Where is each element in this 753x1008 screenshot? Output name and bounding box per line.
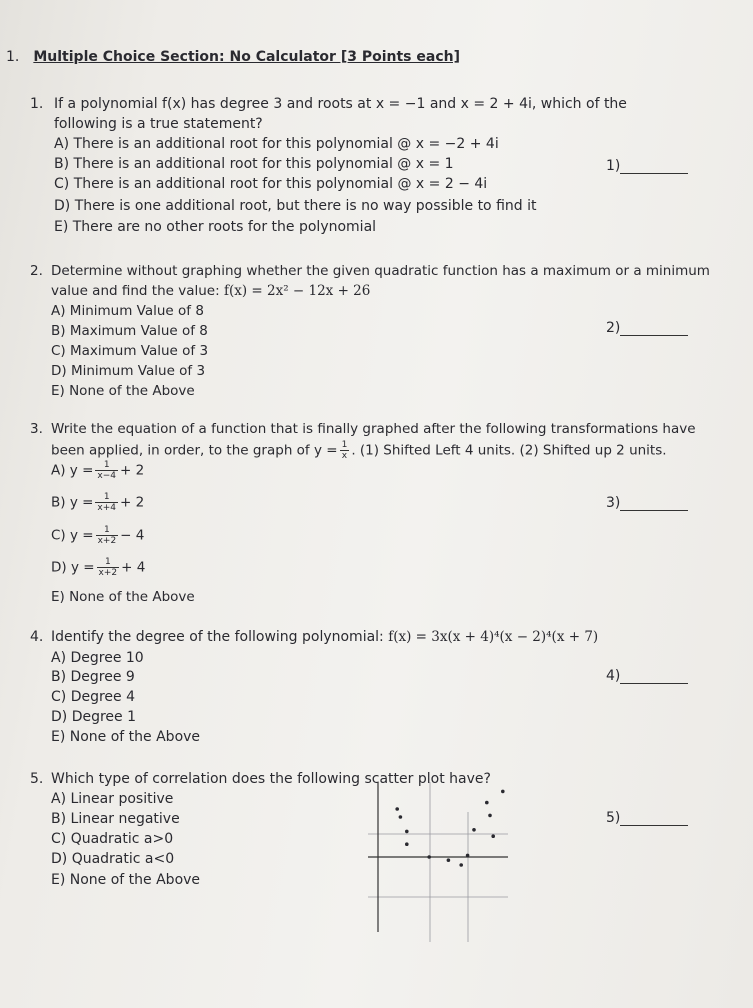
- q1-option-c[interactable]: C) There is an additional root for this polynomial @ x = 2 − 4i: [54, 176, 488, 192]
- q5-answer-label: 5): [606, 810, 621, 826]
- plot-axes: [368, 782, 508, 932]
- scatter-point-10: [427, 855, 431, 859]
- q3-option-b[interactable]: [51, 492, 144, 513]
- q3-stem-fraction: [340, 440, 350, 461]
- section-title: Multiple Choice Section: No Calculator [3 Points each]: [33, 49, 460, 65]
- q3-option-c[interactable]: [51, 525, 144, 546]
- q2-answer-label: 2): [606, 320, 621, 336]
- q3-option-b-num: 1: [95, 492, 118, 503]
- q1-number: 1.: [30, 96, 44, 112]
- q2-number: 2.: [30, 263, 43, 279]
- q3-option-c-num: 1: [96, 525, 119, 536]
- scatter-point-1: [501, 790, 505, 794]
- q2-option-b[interactable]: B) Maximum Value of 8: [51, 323, 208, 339]
- q3-stem-line2: [51, 440, 667, 461]
- section-header: [6, 48, 460, 66]
- plot-grid: [368, 782, 508, 942]
- q4-stem-text: Identify the degree of the following polynomial:: [51, 629, 384, 645]
- q3-stem-frac-num: 1: [341, 440, 348, 450]
- q3-option-d[interactable]: [51, 557, 145, 578]
- q3-option-b-fraction: [95, 492, 118, 513]
- scatter-point-12: [459, 863, 463, 867]
- q3-option-a[interactable]: [51, 460, 144, 481]
- q3-option-b-rest: + 2: [120, 494, 145, 511]
- q3-option-a-label: A) y =: [51, 462, 94, 479]
- q3-option-a-num: 1: [95, 460, 118, 471]
- q3-option-b-den: x+4: [97, 503, 117, 513]
- q4-answer-label: 4): [606, 668, 621, 684]
- q2-option-c[interactable]: C) Maximum Value of 3: [51, 343, 209, 359]
- q3-option-c-label: C) y =: [51, 527, 94, 544]
- scatter-plot: [368, 782, 508, 942]
- q1-answer-blank[interactable]: [606, 158, 688, 174]
- q3-stem-text-b: . (1) Shifted Left 4 units. (2) Shifted up 2 units.: [351, 442, 667, 459]
- scatter-point-5: [399, 815, 403, 819]
- q1-option-e[interactable]: E) There are no other roots for the polynomial: [54, 219, 377, 235]
- scatter-point-8: [491, 834, 495, 838]
- q3-option-d-fraction: [97, 557, 120, 578]
- scatter-point-4: [395, 807, 399, 811]
- q1-option-b[interactable]: B) There is an additional root for this polynomial @ x = 1: [54, 156, 454, 172]
- q2-option-e[interactable]: E) None of the Above: [51, 383, 195, 399]
- q3-number: 3.: [30, 421, 43, 437]
- section-number: 1.: [6, 49, 20, 65]
- q5-option-d[interactable]: D) Quadratic a<0: [51, 851, 175, 867]
- q3-option-d-rest: + 4: [121, 559, 146, 576]
- q3-option-a-den: x−4: [97, 471, 116, 481]
- q2-option-d[interactable]: D) Minimum Value of 3: [51, 363, 206, 379]
- q3-option-a-fraction: [95, 460, 118, 481]
- q4-number: 4.: [30, 629, 44, 645]
- q5-answer-blank[interactable]: [606, 810, 688, 826]
- q2-function: f(x) = 2x² − 12x + 26: [223, 283, 371, 299]
- q3-option-d-den: x+2: [98, 568, 118, 578]
- q3-option-e[interactable]: E) None of the Above: [51, 589, 195, 605]
- q5-option-a[interactable]: A) Linear positive: [51, 791, 174, 807]
- scatter-point-3: [488, 814, 492, 818]
- q3-stem-text-a: been applied, in order, to the graph of y =: [51, 442, 338, 459]
- q3-option-c-fraction: [96, 525, 119, 546]
- scatter-points: [395, 790, 504, 867]
- q5-option-e[interactable]: E) None of the Above: [51, 872, 201, 888]
- q1-answer-label: 1): [606, 158, 621, 174]
- q3-option-b-label: B) y =: [51, 494, 94, 511]
- scatter-point-13: [466, 854, 470, 858]
- q5-option-c[interactable]: C) Quadratic a>0: [51, 831, 174, 847]
- q1-stem-line2: following is a true statement?: [54, 116, 263, 132]
- q5-stem: Which type of correlation does the following scatter plot have?: [51, 771, 491, 787]
- q5-number: 5.: [30, 771, 44, 787]
- q4-option-a[interactable]: A) Degree 10: [51, 650, 144, 666]
- q1-option-d[interactable]: D) There is one additional root, but there is no way possible to find it: [54, 198, 537, 214]
- q4-answer-blank[interactable]: [606, 668, 688, 684]
- q1-option-a[interactable]: A) There is an additional root for this polynomial @ x = −2 + 4i: [54, 136, 499, 152]
- q3-option-c-rest: − 4: [120, 527, 145, 544]
- q3-stem-line1: Write the equation of a function that is finally graphed after the following transformations have: [51, 421, 696, 437]
- q4-stem: [51, 628, 598, 646]
- q3-option-a-rest: + 2: [119, 462, 145, 479]
- q3-answer-label: 3): [606, 495, 621, 511]
- q3-option-c-den: x+2: [97, 536, 117, 546]
- q4-option-b[interactable]: B) Degree 9: [51, 669, 135, 685]
- q1-stem-line1: If a polynomial f(x) has degree 3 and roots at x = −1 and x = 2 + 4i, which of the: [54, 96, 627, 112]
- scatter-point-7: [405, 830, 409, 834]
- q5-option-b[interactable]: B) Linear negative: [51, 811, 180, 827]
- q3-stem-frac-den: x: [341, 451, 348, 461]
- q4-function: f(x) = 3x(x + 4)⁴(x − 2)⁴(x + 7): [388, 629, 599, 645]
- q4-option-c[interactable]: C) Degree 4: [51, 689, 135, 705]
- q2-stem-line2: [51, 282, 370, 300]
- scatter-point-6: [472, 828, 476, 832]
- scatter-point-11: [447, 858, 451, 862]
- q2-stem-text: value and find the value:: [51, 283, 220, 299]
- q2-answer-blank[interactable]: [606, 320, 688, 336]
- q2-stem-line1: Determine without graphing whether the given quadratic function has a maximum or a minimum: [51, 263, 710, 279]
- q3-answer-blank[interactable]: [606, 495, 688, 511]
- q2-option-a[interactable]: A) Minimum Value of 8: [51, 303, 204, 319]
- scatter-point-2: [485, 801, 489, 805]
- q3-option-d-num: 1: [97, 557, 120, 568]
- q3-option-d-label: D) y =: [51, 559, 95, 576]
- q4-option-d[interactable]: D) Degree 1: [51, 709, 137, 725]
- scatter-point-9: [405, 842, 409, 846]
- q4-option-e[interactable]: E) None of the Above: [51, 729, 201, 745]
